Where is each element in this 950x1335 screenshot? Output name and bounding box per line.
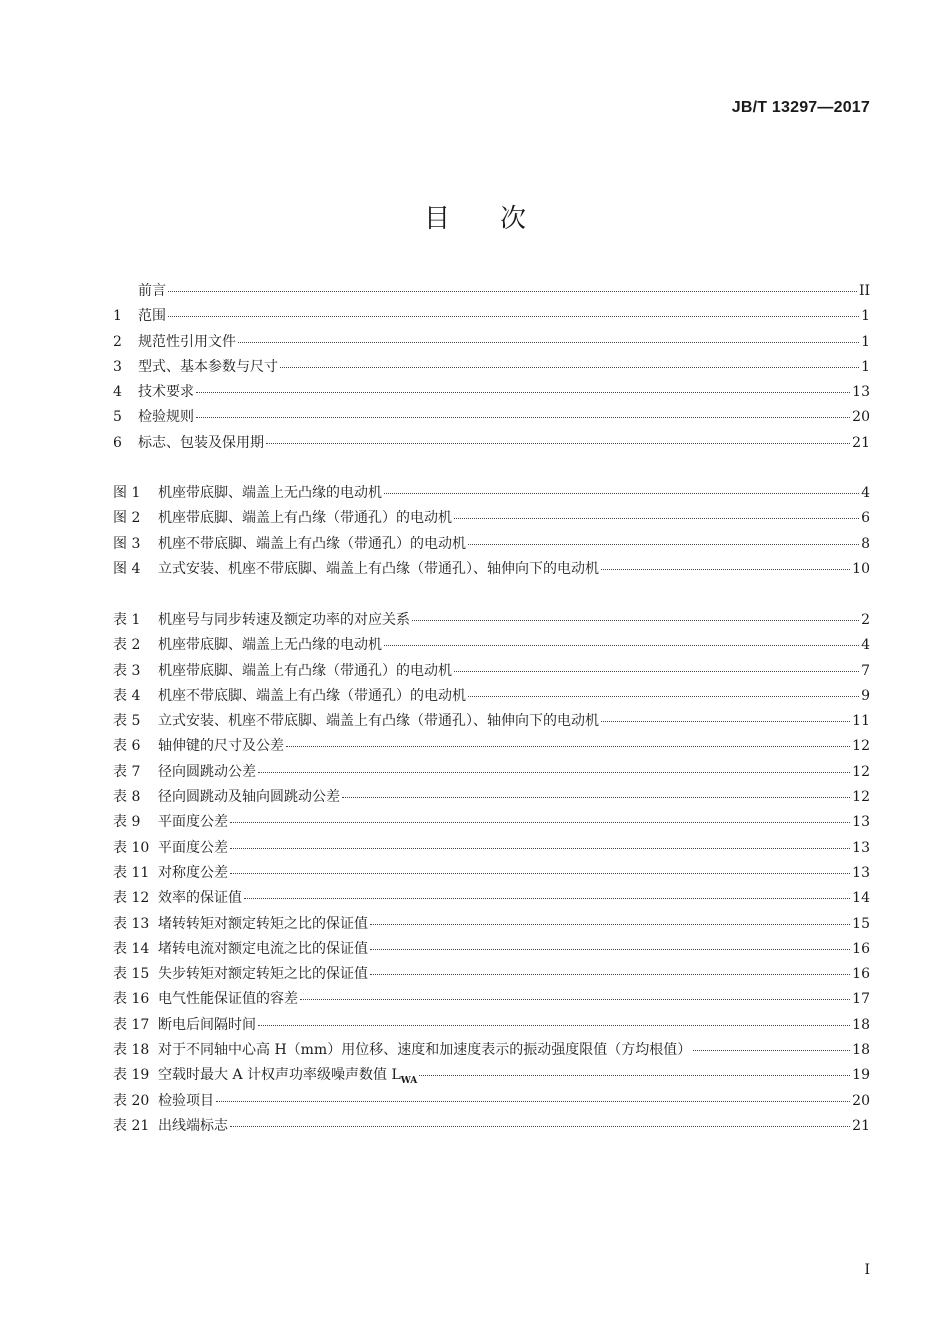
toc-entry-page: 9 <box>861 687 870 704</box>
toc-entry-label: 机座带底脚、端盖上有凸缘（带通孔）的电动机 <box>158 662 452 679</box>
toc-entry-label: 轴伸键的尺寸及公差 <box>158 738 284 755</box>
toc-entry-page: 13 <box>852 814 870 831</box>
toc-figures <box>113 481 870 582</box>
page-title: 目次 <box>423 204 576 234</box>
toc-entry-number: 表 1 <box>113 612 141 628</box>
toc-entry-page: 18 <box>852 1016 870 1033</box>
toc-entry[interactable] <box>113 380 870 405</box>
toc-entry-page: 1 <box>861 308 870 325</box>
toc-entry-page: 19 <box>852 1067 870 1084</box>
toc-entry-label: 径向圆跳动及轴向圆跳动公差 <box>158 789 340 806</box>
toc-dot-leader <box>168 315 859 317</box>
toc-entry-number: 表 19 <box>113 1067 150 1084</box>
toc-entry[interactable] <box>113 760 870 785</box>
toc-entry-page: 11 <box>852 713 870 730</box>
toc-entry-number: 表 6 <box>113 738 141 755</box>
toc-entry-page: 12 <box>852 789 870 806</box>
toc-entry-number: 3 <box>113 358 122 375</box>
toc-entry-number: 表 10 <box>113 839 150 856</box>
toc-entry-label: 径向圆跳动公差 <box>158 763 256 780</box>
toc-dot-leader <box>196 391 850 393</box>
toc-dot-leader <box>601 568 850 570</box>
toc-entry-page: 14 <box>852 890 870 907</box>
toc-entry-number: 表 13 <box>113 915 150 932</box>
toc-dot-leader <box>412 619 859 621</box>
toc-entry[interactable] <box>113 633 870 658</box>
toc-entry-label: 机座不带底脚、端盖上有凸缘（带通孔）的电动机 <box>158 535 466 552</box>
toc-entry-page: 1 <box>861 333 870 350</box>
toc-entry[interactable] <box>113 608 870 633</box>
document-code: JB/T 13297—2017 <box>731 99 870 116</box>
toc-entry-number: 图 1 <box>113 485 141 501</box>
toc-entry-label: 标志、包装及保用期 <box>138 434 264 451</box>
toc-entry[interactable] <box>113 886 870 911</box>
toc-entry-number: 表 7 <box>113 763 141 780</box>
toc-entry-page: 10 <box>852 560 870 577</box>
toc-entry[interactable] <box>113 836 870 861</box>
toc-dot-leader <box>238 341 859 343</box>
toc-entry[interactable] <box>113 810 870 835</box>
toc-entry-number: 图 4 <box>113 560 141 577</box>
toc-entry-subscript: WA <box>400 1076 418 1087</box>
toc-entry-page: 13 <box>852 384 870 401</box>
toc-entry-label: 机座不带底脚、端盖上有凸缘（带通孔）的电动机 <box>158 687 466 704</box>
toc-entry-number: 表 18 <box>113 1042 150 1059</box>
toc-entry-label: 机座带底脚、端盖上无凸缘的电动机 <box>158 485 382 501</box>
toc-entry[interactable] <box>113 481 870 506</box>
toc-entry-number: 表 4 <box>113 687 141 704</box>
toc-entry-number: 1 <box>113 308 122 325</box>
toc-entry-label: 出线端标志 <box>158 1117 228 1134</box>
toc-entry-number: 表 14 <box>113 940 150 957</box>
toc-entry-page: 7 <box>861 662 870 679</box>
toc-entry-label: 平面度公差 <box>158 839 228 856</box>
toc-dot-leader <box>384 644 859 646</box>
toc-entry-label: 技术要求 <box>138 384 194 401</box>
toc-entry-page: 12 <box>852 763 870 780</box>
toc-entry-page: II <box>858 283 870 299</box>
toc-dot-leader <box>230 847 850 849</box>
toc-entry-page: 6 <box>861 510 870 527</box>
toc-dot-leader <box>230 872 850 874</box>
toc-entry-number: 表 11 <box>113 864 150 881</box>
toc-dot-leader <box>196 416 850 418</box>
toc-tables <box>113 608 870 1139</box>
toc-entry[interactable] <box>113 304 870 329</box>
toc-entry-label: 失步转矩对额定转矩之比的保证值 <box>158 966 368 983</box>
toc-dot-leader <box>168 290 857 292</box>
toc-entry-page: 4 <box>861 485 870 501</box>
toc-entry-page: 12 <box>852 738 870 755</box>
toc-entry-page: 15 <box>852 915 870 932</box>
toc-dot-leader <box>230 821 850 823</box>
toc-dot-leader <box>216 1100 850 1102</box>
toc-entry-page: 20 <box>852 409 870 426</box>
toc-entry-label: 对于不同轴中心高 H（mm）用位移、速度和加速度表示的振动强度限值（方均根值） <box>158 1042 692 1059</box>
toc-entry-page: 1 <box>861 358 870 375</box>
toc-entry-label: 规范性引用文件 <box>138 333 236 350</box>
toc-entry[interactable] <box>113 912 870 937</box>
toc-entry-page: 16 <box>852 966 870 983</box>
toc-entry-number: 表 5 <box>113 713 141 730</box>
toc-dot-leader <box>370 948 850 950</box>
toc-dot-leader <box>342 796 850 798</box>
toc-dot-leader <box>384 492 859 494</box>
toc-dot-leader <box>230 1125 850 1127</box>
toc-entry[interactable] <box>113 785 870 810</box>
toc-entry-label: 型式、基本参数与尺寸 <box>138 358 278 375</box>
toc-sections <box>113 279 870 456</box>
toc-entry-label: 效率的保证值 <box>158 890 242 907</box>
toc-entry-page: 13 <box>852 864 870 881</box>
toc-entry-label: 断电后间隔时间 <box>158 1016 256 1033</box>
toc-entry-number: 表 12 <box>113 890 150 907</box>
toc-dot-leader <box>244 897 850 899</box>
toc-entry-label: 检验规则 <box>138 409 194 426</box>
toc-entry-number: 表 15 <box>113 966 150 983</box>
toc-entry[interactable] <box>113 962 870 987</box>
toc-entry-label: 平面度公差 <box>158 814 228 831</box>
toc-dot-leader <box>454 670 859 672</box>
toc-entry-number: 表 17 <box>113 1016 150 1033</box>
toc-dot-leader <box>266 442 850 444</box>
toc-entry-number: 2 <box>113 333 122 350</box>
toc-entry-page: 4 <box>861 637 870 654</box>
toc-entry-number: 5 <box>113 409 122 426</box>
toc-entry[interactable] <box>113 506 870 531</box>
toc-entry[interactable] <box>113 1063 870 1088</box>
toc-dot-leader <box>370 923 850 925</box>
toc-entry[interactable] <box>113 709 870 734</box>
toc-entry-number: 表 16 <box>113 991 150 1008</box>
toc-entry[interactable] <box>113 1038 870 1063</box>
toc-entry-page: 17 <box>852 991 870 1008</box>
toc-dot-leader <box>300 998 850 1000</box>
toc-entry[interactable] <box>113 1114 870 1139</box>
toc-entry-number: 表 2 <box>113 637 141 654</box>
toc-entry-number: 表 20 <box>113 1092 150 1109</box>
toc-entry-number: 4 <box>113 384 122 401</box>
toc-entry[interactable] <box>113 532 870 557</box>
toc-entry-number: 6 <box>113 434 122 451</box>
toc-entry-label: 空载时最大 A 计权声功率级噪声数值 $L_{WA}$ <box>158 1067 418 1087</box>
toc-entry[interactable] <box>113 937 870 962</box>
toc-dot-leader <box>693 1049 850 1051</box>
toc-entry-label: 堵转电流对额定电流之比的保证值 <box>158 940 368 957</box>
page-number: I <box>864 1262 870 1278</box>
toc-dot-leader <box>280 366 859 368</box>
toc-dot-leader <box>468 695 859 697</box>
toc-entry[interactable] <box>113 355 870 380</box>
toc-entry-label: 堵转转矩对额定转矩之比的保证值 <box>158 915 368 932</box>
toc-entry[interactable] <box>113 557 870 582</box>
toc-dot-leader <box>601 720 850 722</box>
toc-entry[interactable] <box>113 861 870 886</box>
toc-entry-number: 表 9 <box>113 814 141 831</box>
toc-entry-label: 机座带底脚、端盖上有凸缘（带通孔）的电动机 <box>158 510 452 527</box>
toc-entry-page: 8 <box>861 535 870 552</box>
toc-entry-page: 13 <box>852 839 870 856</box>
toc-entry[interactable] <box>113 279 870 304</box>
toc-dot-leader <box>370 973 850 975</box>
toc-dot-leader <box>454 517 859 519</box>
toc-entry-label: 机座号与同步转速及额定功率的对应关系 <box>158 612 410 628</box>
toc-entry[interactable] <box>113 405 870 430</box>
toc-entry-label: 检验项目 <box>158 1092 214 1109</box>
toc-entry-label: 立式安装、机座不带底脚、端盖上有凸缘（带通孔）、轴伸向下的电动机 <box>158 713 599 730</box>
toc-entry-number: 表 3 <box>113 662 141 679</box>
toc-entry[interactable] <box>113 431 870 456</box>
toc-entry-page: 2 <box>861 612 870 628</box>
toc-entry-number: 表 8 <box>113 789 141 806</box>
toc-entry-label: 范围 <box>138 308 166 325</box>
toc-dot-leader <box>258 771 850 773</box>
toc-dot-leader <box>286 745 850 747</box>
toc-entry[interactable] <box>113 734 870 759</box>
toc-entry-label: 电气性能保证值的容差 <box>158 991 298 1008</box>
toc-entry-label: 前言 <box>138 283 166 299</box>
toc-entry[interactable] <box>113 659 870 684</box>
toc-entry-label: 机座带底脚、端盖上无凸缘的电动机 <box>158 637 382 654</box>
toc-entry-label: 对称度公差 <box>158 864 228 881</box>
toc-entry-page: 16 <box>852 940 870 957</box>
toc-entry-page: 21 <box>852 1117 870 1134</box>
toc-entry-number: 表 21 <box>113 1117 150 1134</box>
toc-entry[interactable] <box>113 684 870 709</box>
toc-entry-page: 20 <box>852 1092 870 1109</box>
toc-dot-leader <box>419 1074 850 1076</box>
toc-entry-number: 图 2 <box>113 510 141 527</box>
toc-entry-label: 立式安装、机座不带底脚、端盖上有凸缘（带通孔）、轴伸向下的电动机 <box>158 560 599 577</box>
toc-entry[interactable] <box>113 1013 870 1038</box>
toc-entry[interactable] <box>113 330 870 355</box>
toc-dot-leader <box>468 543 859 545</box>
toc-entry-number: 图 3 <box>113 535 141 552</box>
toc-entry[interactable] <box>113 987 870 1012</box>
toc-entry-page: 21 <box>852 434 870 451</box>
toc-entry-page: 18 <box>852 1042 870 1059</box>
toc-dot-leader <box>258 1024 850 1026</box>
